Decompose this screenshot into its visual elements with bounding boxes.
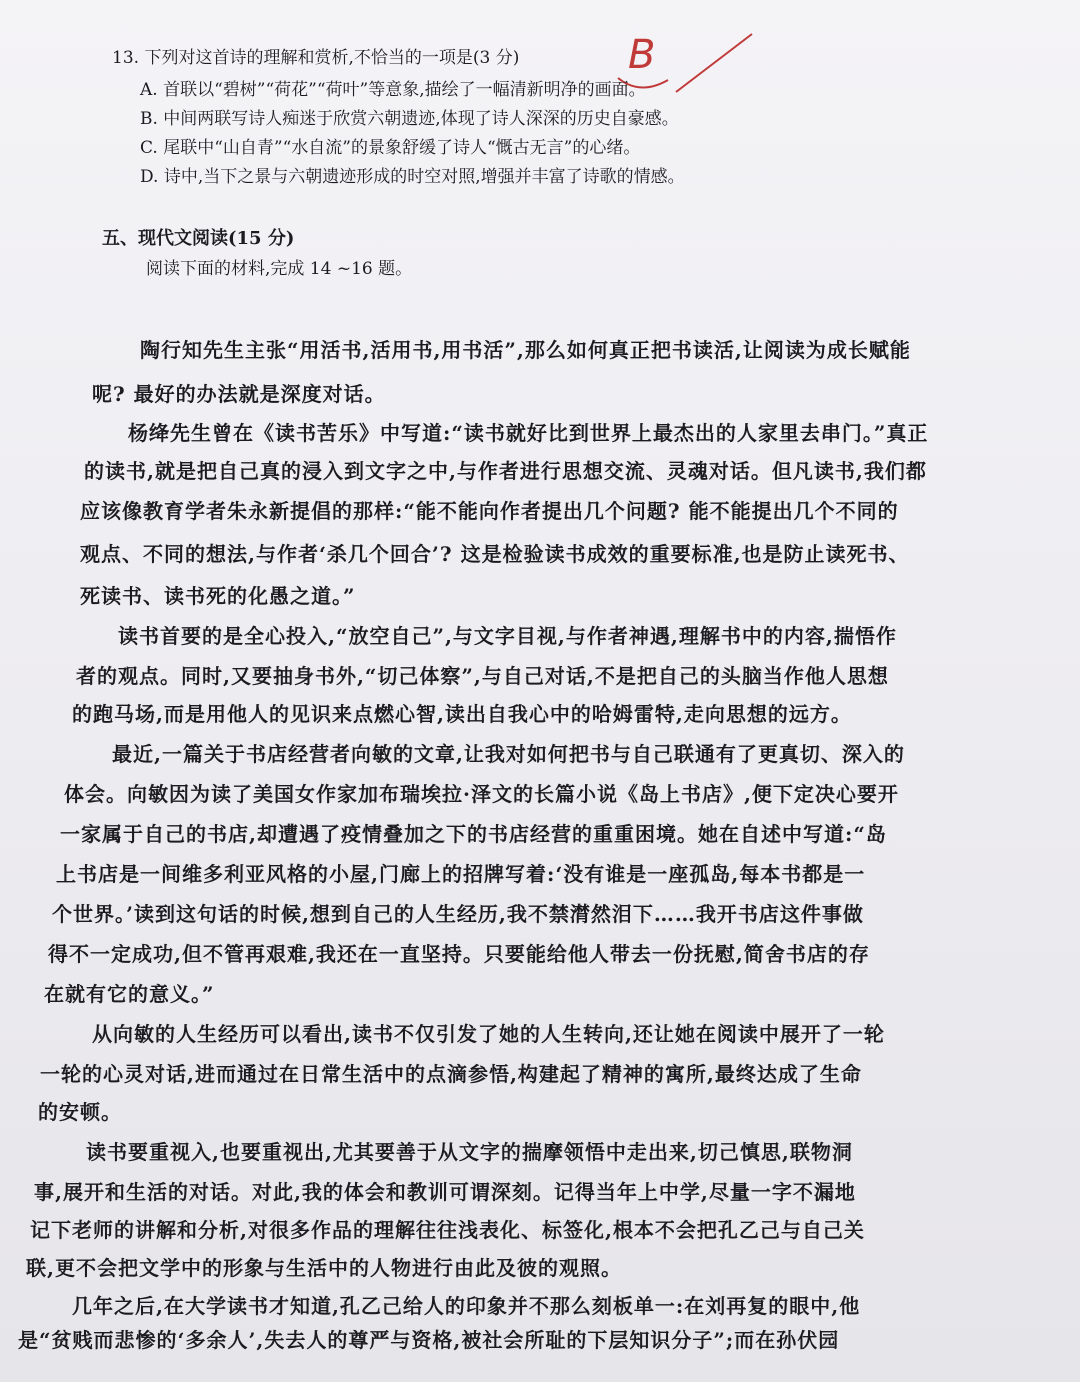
option-b: B. 中间两联写诗人痴迷于欣赏六朝遗迹,体现了诗人深深的历史自豪感。	[140, 109, 679, 129]
question-13-stem: 13. 下列对这首诗的理解和赏析,不恰当的一项是(3 分)	[112, 48, 520, 68]
text-line: 在就有它的意义。”	[44, 982, 215, 1006]
option-d: D. 诗中,当下之景与六朝遗迹形成的时空对照,增强并丰富了诗歌的情感。	[140, 167, 685, 187]
text-line: 读书要重视入,也要重视出,尤其要善于从文字的揣摩领悟中走出来,切己慎思,联物洞	[86, 1140, 853, 1164]
text-line: 应该像教育学者朱永新提倡的那样:“能不能向作者提出几个问题? 能不能提出几个不同的	[80, 499, 899, 523]
text-line: 陶行知先生主张“用活书,活用书,用书活”,那么如何真正把书读活,让阅读为成长赋能	[140, 338, 911, 362]
text-line: 的安顿。	[38, 1100, 122, 1124]
text-line: 联,更不会把文学中的形象与生活中的人物进行由此及彼的观照。	[26, 1256, 622, 1280]
text-line: 个世界。’读到这句话的时候,想到自己的人生经历,我不禁潸然泪下……我开书店这件事做	[52, 902, 864, 926]
text-line: 一轮的心灵对话,进而通过在日常生活中的点滴参悟,构建起了精神的寓所,最终达成了生命	[40, 1062, 862, 1086]
text-line: 是“贫贱而悲惨的‘多余人’,失去人的尊严与资格,被社会所耻的下层知识分子”;而在孙伏园	[18, 1328, 840, 1352]
text-line: 的跑马场,而是用他人的见识来点燃心智,读出自我心中的哈姆雷特,走向思想的远方。	[72, 702, 852, 726]
text-line: 的读书,就是把自己真的浸入到文字之中,与作者进行思想交流、灵魂对话。但凡读书,我们都	[84, 459, 927, 483]
text-line: 从向敏的人生经历可以看出,读书不仅引发了她的人生转向,还让她在阅读中展开了一轮	[92, 1022, 885, 1046]
text-line: 观点、不同的想法,与作者‘杀几个回合’? 这是检验读书成效的重要标准,也是防止读死书、	[80, 542, 910, 566]
text-line: 体会。向敏因为读了美国女作家加布瑞埃拉·泽文的长篇小说《岛上书店》,便下定决心要开	[64, 782, 899, 806]
text-line: 杨绛先生曾在《读书苦乐》中写道:“读书就好比到世界上最杰出的人家里去串门。”真正	[128, 421, 929, 445]
text-line: 死读书、读书死的化愚之道。”	[80, 584, 356, 608]
text-line: 事,展开和生活的对话。对此,我的体会和教训可谓深刻。记得当年上中学,尽量一字不漏地	[34, 1180, 856, 1204]
section-heading: 五、现代文阅读(15 分)	[102, 228, 295, 249]
text-line: 读书首要的是全心投入,“放空自己”,与文字目视,与作者神遇,理解书中的内容,揣悟作	[118, 624, 897, 648]
text-line: 一家属于自己的书店,却遭遇了疫情叠加之下的书店经营的重重困境。她在自述中写道:“岛	[60, 822, 887, 846]
option-c: C. 尾联中“山自青”“水自流”的景象舒缓了诗人“慨古无言”的心绪。	[140, 138, 641, 158]
text-line: 者的观点。同时,又要抽身书外,“切己体察”,与自己对话,不是把自己的头脑当作他人思想	[76, 664, 889, 688]
handwritten-answer-mark: B	[628, 32, 656, 78]
text-line: 最近,一篇关于书店经营者向敏的文章,让我对如何把书与自己联通有了更真切、深入的	[112, 742, 905, 766]
text-line: 上书店是一间维多利亚风格的小屋,门廊上的招牌写着:‘没有谁是一座孤岛,每本书都是一	[56, 862, 866, 886]
text-line: 得不一定成功,但不管再艰难,我还在一直坚持。只要能给他人带去一份抚慰,简舍书店的存	[48, 942, 870, 966]
option-a: A. 首联以“碧树”“荷花”“荷叶”等意象,描绘了一幅清新明净的画面。	[140, 80, 646, 100]
text-line: 呢? 最好的办法就是深度对话。	[92, 382, 386, 406]
text-line: 记下老师的讲解和分析,对很多作品的理解往往浅表化、标签化,根本不会把孔乙己与自己关	[30, 1218, 865, 1242]
reading-instruction: 阅读下面的材料,完成 14 ~16 题。	[146, 259, 413, 279]
text-line: 几年之后,在大学读书才知道,孔乙己给人的印象并不那么刻板单一:在刘再复的眼中,他	[72, 1294, 861, 1318]
